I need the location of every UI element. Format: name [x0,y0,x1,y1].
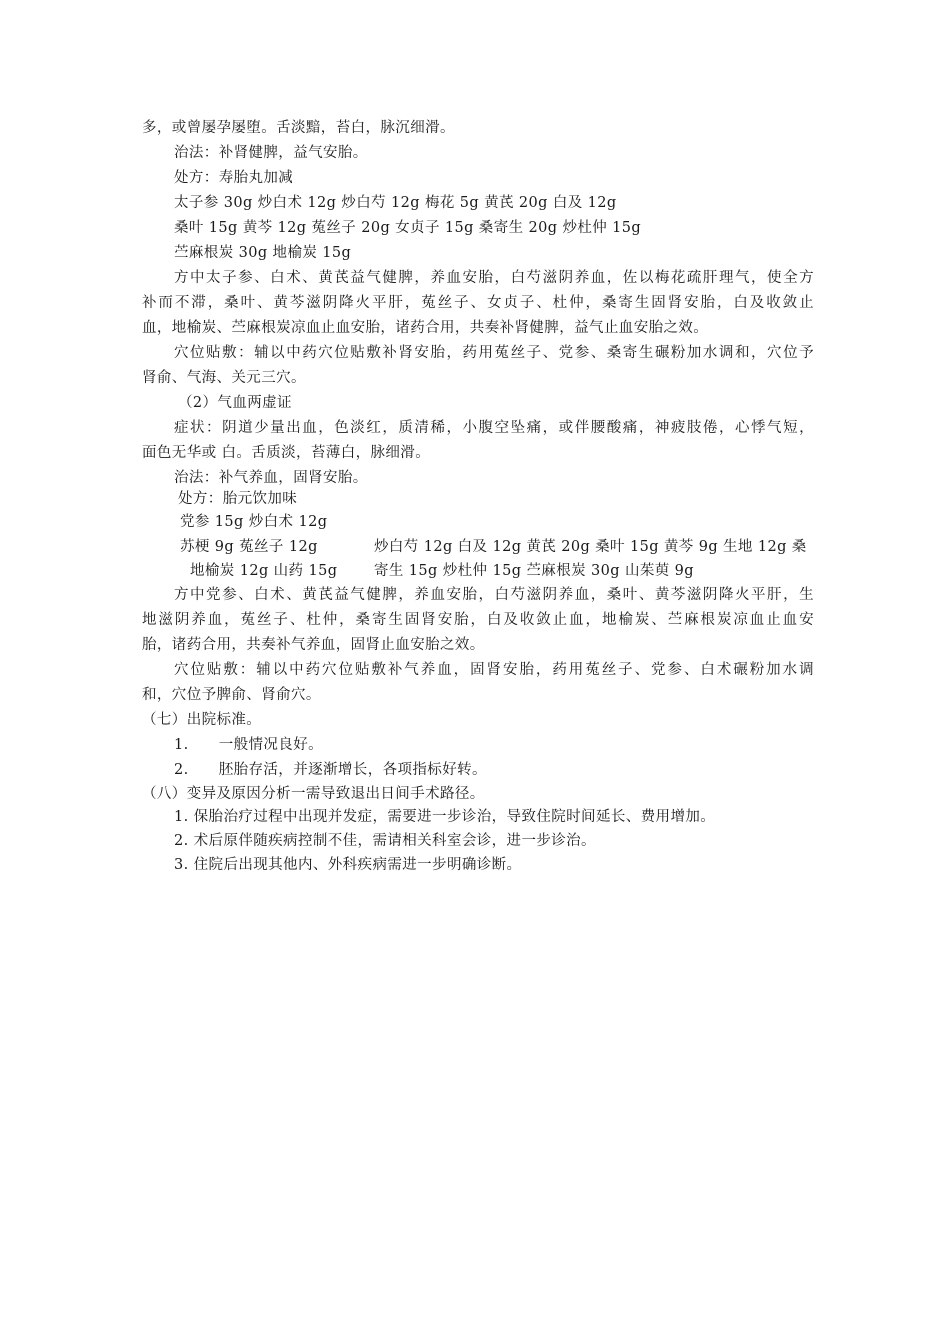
prescription-line: 地榆炭 12g 山药 15g [190,563,338,579]
text-line: 处方：寿胎丸加减 [174,170,294,186]
text-line: 治法：补气养血，固肾安胎。 [174,470,368,486]
text-line: 补而不滞，桑叶、黄芩滋阴降火平肝，菟丝子、女贞子、杜仲，桑寄生固肾安胎，白及收敛止 [142,295,814,311]
text-line: 方中党参、白术、黄芪益气健脾，养血安胎，白芍滋阴养血，桑叶、黄芩滋阴降火平肝，生 [174,587,814,603]
prescription-line: 寄生 15g 炒杜仲 15g 苎麻根炭 30g 山茱萸 9g [374,563,694,579]
prescription-line: 苏梗 9g 菟丝子 12g [180,539,318,555]
text-line: 地滋阴养血，菟丝子、杜仲，桑寄生固肾安胎，白及收敛止血，地榆炭、苎麻根炭凉血止血安 [142,612,814,628]
prescription-line: 太子参 30g 炒白术 12g 炒白芍 12g 梅花 5g 黄芪 20g 白及 12g [174,195,617,211]
text-line: 面色无华或 白。舌质淡，苔薄白，脉细滑。 [142,445,431,461]
list-item: 1. 保胎治疗过程中出现并发症，需要进一步诊治，导致住院时间延长、费用增加。 [174,809,716,825]
text-line: 和，穴位予脾俞、肾俞穴。 [142,687,321,703]
text-line: 肾俞、气海、关元三穴。 [142,370,306,386]
section-heading: （2）气血两虚证 [178,395,292,411]
text-line: 血，地榆炭、苎麻根炭凉血止血安胎，诸药合用，共奏补肾健脾，益气止血安胎之效。 [142,320,709,336]
prescription-line: 炒白芍 12g 白及 12g 黄芪 20g 桑叶 15g 黄芩 9g 生地 12g 桑 [374,539,807,555]
text-line: 症状：阴道少量出血，色淡红，质清稀，小腹空坠痛，或伴腰酸痛，神疲肢倦，心悸气短， [174,420,814,436]
prescription-line: 桑叶 15g 黄芩 12g 菟丝子 20g 女贞子 15g 桑寄生 20g 炒杜仲 15g [174,220,642,236]
prescription-line: 苎麻根炭 30g 地榆炭 15g [174,245,352,261]
list-item: 2. 胚胎存活，并逐渐增长，各项指标好转。 [174,762,487,778]
text-line: 处方：胎元饮加味 [178,491,298,507]
text-line: 穴位贴敷：辅以中药穴位贴敷补肾安胎，药用菟丝子、党参、桑寄生碾粉加水调和，穴位予 [174,345,814,361]
text-line: 胎，诸药合用，共奏补气养血，固肾止血安胎之效。 [142,637,485,653]
list-item: 2. 术后原伴随疾病控制不佳，需请相关科室会诊，进一步诊治。 [174,833,596,849]
list-item: 1. 一般情况良好。 [174,737,323,753]
text-line: 穴位贴敷：辅以中药穴位贴敷补气养血，固肾安胎，药用菟丝子、党参、白术碾粉加水调 [174,662,814,678]
text-line: 方中太子参、白术、黄芪益气健脾，养血安胎，白芍滋阴养血，佐以梅花疏肝理气，使全方 [174,270,814,286]
prescription-line: 党参 15g 炒白术 12g [180,514,328,530]
text-line: 多，或曾屡孕屡堕。舌淡黯，苔白，脉沉细滑。 [142,120,455,136]
list-item: 3. 住院后出现其他内、外科疾病需进一步明确诊断。 [174,857,522,873]
text-line: 治法：补肾健脾，益气安胎。 [174,145,368,161]
section-heading: （七）出院标准。 [142,712,262,728]
section-heading: （八）变异及原因分析一需导致退出日间手术路径。 [142,786,485,802]
